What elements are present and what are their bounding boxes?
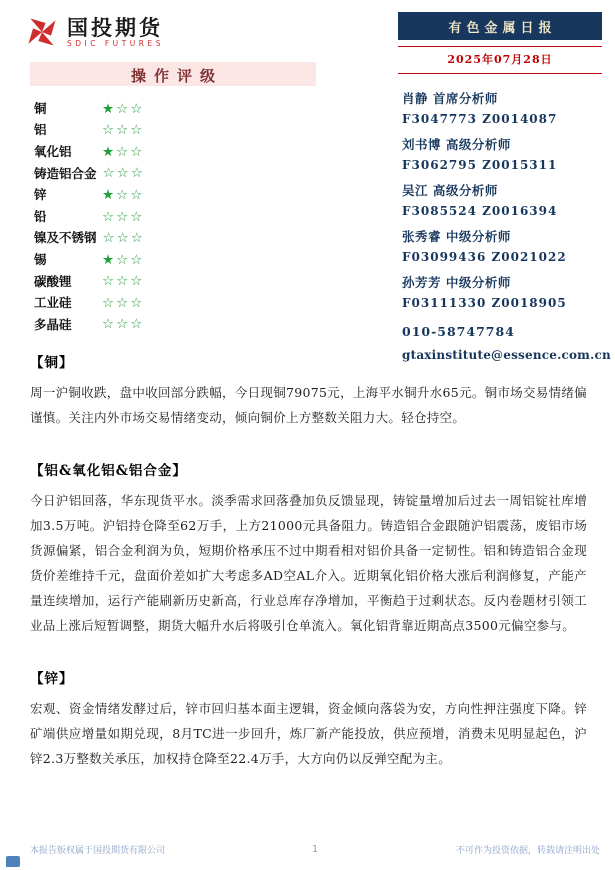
analyst-entry (402, 135, 602, 172)
rating-metal-label: 锌 (34, 187, 47, 203)
header-divider-top (398, 46, 602, 47)
footer-copyright: 本报告版权属于国投期货有限公司 (30, 846, 166, 856)
rating-row (30, 313, 316, 335)
rating-row (30, 162, 316, 184)
ratings-list (30, 97, 316, 335)
analyst-entry (402, 89, 602, 126)
rating-metal-label: 铜 (34, 100, 47, 116)
rating-row (30, 248, 316, 270)
rating-metal-label: 铅 (34, 208, 47, 224)
analyst-license-codes: F3062795 Z0015311 (402, 158, 558, 172)
contact-phone: 010-58747784 (402, 324, 515, 339)
commentary-section (30, 667, 587, 771)
star-hollow-icon: ☆ (116, 316, 131, 333)
star-hollow-icon: ☆ (116, 251, 131, 268)
rating-stars (102, 272, 144, 289)
analyst-entry (402, 227, 602, 264)
star-hollow-icon: ☆ (130, 143, 145, 160)
sdic-pinwheel-icon (24, 14, 60, 50)
rating-row (30, 227, 316, 249)
section-body-text: 宏观、资金情绪发酵过后，锌市回归基本面主逻辑，资金倾向落袋为安，方向性押注强度下降。锌矿端供应增量如期兑现，8月TC进一步回升，炼厂新产能投放，供应预增，消费未见明显起色，沪锌2.3万整数关承压，加权持仓降至22.4万手，大方向仍以反弹空配为主。 (30, 701, 587, 766)
rating-stars (102, 294, 144, 311)
rating-row (30, 140, 316, 162)
star-hollow-icon: ☆ (130, 186, 145, 203)
star-filled-icon: ★ (102, 143, 117, 160)
rating-metal-label: 铸造铝合金 (34, 165, 97, 181)
rating-stars (103, 229, 145, 246)
star-hollow-icon: ☆ (130, 230, 145, 247)
rating-metal-label: 锡 (34, 251, 47, 267)
rating-metal-label: 铝 (34, 122, 47, 138)
analyst-name: 肖静 首席分析师 (402, 91, 498, 106)
brand-logo (24, 14, 164, 50)
analyst-name: 刘书博 高级分析师 (402, 137, 511, 152)
star-hollow-icon: ☆ (116, 122, 131, 139)
rating-metal-label: 工业硅 (34, 295, 72, 311)
star-hollow-icon: ☆ (130, 208, 145, 225)
star-hollow-icon: ☆ (116, 273, 131, 290)
star-filled-icon: ★ (102, 186, 117, 203)
ratings-panel (30, 62, 316, 335)
rating-stars (102, 143, 144, 160)
analyst-name: 吴江 高级分析师 (402, 183, 498, 198)
header-divider-bottom (398, 73, 602, 74)
rating-stars (103, 164, 145, 181)
rating-row (30, 291, 316, 313)
star-hollow-icon: ☆ (130, 316, 145, 333)
analyst-license-codes: F3085524 Z0016394 (402, 204, 558, 218)
star-hollow-icon: ☆ (130, 251, 145, 268)
star-hollow-icon: ☆ (102, 273, 117, 290)
commentary-section (30, 459, 587, 638)
star-hollow-icon: ☆ (116, 165, 131, 182)
rating-metal-label: 碳酸锂 (34, 273, 72, 289)
contact-email-link[interactable]: gtaxinstitute@essence.com.cn (402, 348, 611, 362)
star-hollow-icon: ☆ (130, 165, 145, 182)
rating-stars (102, 186, 144, 203)
report-title-badge: 有色金属日报 (398, 12, 602, 40)
section-body-text: 今日沪铝回落，华东现货平水。淡季需求回落叠加负反馈显现，铸锭量增加后过去一周铝锭社库增加3.5万吨。沪铝持仓降至62万手，上方21000元具备阻力。铸造铝合金跟随沪铝震荡，废铝市场货源偏紧，铝合金利润为负，短期价格承压不过中期看相对铝价具备一定韧性。铝和铸造铝合金现货价差维持千元，盘面价差如扩大考虑多AD空AL介入。近期氧化铝价格大涨后利润修复，产能产量连续增加，运行产能刷新历史新高，行业总库存净增加，平衡趋于过剩状态。反内卷题材引领工业品上涨后短暂调整，期货大幅升水后将吸引仓单流入。氧化铝背靠近期高点3500元偏空参与。 (30, 493, 587, 633)
star-hollow-icon: ☆ (102, 230, 117, 247)
report-date: 2025年07月28日 (447, 53, 553, 66)
rating-row (30, 205, 316, 227)
rating-stars (102, 315, 144, 332)
rating-row (30, 183, 316, 205)
commentary-section (30, 351, 587, 430)
analyst-entry (402, 273, 602, 310)
rating-metal-label: 氧化铝 (34, 143, 72, 159)
star-hollow-icon: ☆ (116, 208, 131, 225)
report-body (30, 351, 587, 800)
star-hollow-icon: ☆ (116, 230, 131, 247)
star-hollow-icon: ☆ (116, 143, 131, 160)
section-body-text: 周一沪铜收跌，盘中收回部分跌幅，今日现铜79075元，上海平水铜升水65元。铜市场交易情绪偏谨慎。关注内外市场交易情绪变动，倾向铜价上方整数关阻力大。轻仓持空。 (30, 385, 587, 425)
rating-row (30, 270, 316, 292)
rating-stars (102, 208, 144, 225)
analyst-name: 张秀睿 中级分析师 (402, 229, 511, 244)
rating-metal-label: 镍及不锈钢 (34, 230, 97, 246)
brand-name-cn: 国投期货 (67, 14, 163, 40)
star-hollow-icon: ☆ (102, 165, 117, 182)
star-hollow-icon: ☆ (130, 122, 145, 139)
star-hollow-icon: ☆ (102, 294, 117, 311)
rating-stars (102, 100, 144, 117)
brand-text (67, 16, 164, 48)
rating-row (30, 119, 316, 141)
analyst-license-codes: F03099436 Z0021022 (402, 250, 567, 264)
star-filled-icon: ★ (102, 100, 117, 117)
footer-page-number: 1 (311, 844, 319, 855)
ratings-title: 操作评级 (30, 62, 316, 86)
analyst-entry (402, 181, 602, 218)
star-hollow-icon: ☆ (116, 186, 131, 203)
analyst-license-codes: F3047773 Z0014087 (402, 112, 558, 126)
star-hollow-icon: ☆ (130, 273, 145, 290)
star-hollow-icon: ☆ (102, 316, 117, 333)
analyst-name: 孙芳芳 中级分析师 (402, 275, 511, 290)
corner-watermark-icon (6, 856, 20, 867)
brand-name-en: SDIC FUTURES (67, 39, 164, 49)
analysts-panel (402, 89, 611, 363)
star-hollow-icon: ☆ (102, 122, 117, 139)
star-hollow-icon: ☆ (116, 294, 131, 311)
report-header (398, 12, 602, 74)
star-hollow-icon: ☆ (116, 100, 131, 117)
rating-metal-label: 多晶硅 (34, 316, 72, 332)
footer-disclaimer: 不可作为投资依据，转载请注明出处 (455, 846, 600, 856)
analyst-license-codes: F03111330 Z0018905 (402, 296, 567, 310)
star-hollow-icon: ☆ (102, 208, 117, 225)
star-filled-icon: ★ (102, 251, 117, 268)
section-title: 【锌】 (30, 671, 74, 687)
page-footer (30, 843, 600, 856)
rating-stars (102, 251, 144, 268)
rating-stars (102, 121, 144, 138)
star-hollow-icon: ☆ (130, 294, 145, 311)
rating-row (30, 97, 316, 119)
section-title: 【铜】 (30, 355, 74, 371)
section-title: 【铝&氧化铝&铝合金】 (30, 463, 187, 479)
star-hollow-icon: ☆ (130, 100, 145, 117)
